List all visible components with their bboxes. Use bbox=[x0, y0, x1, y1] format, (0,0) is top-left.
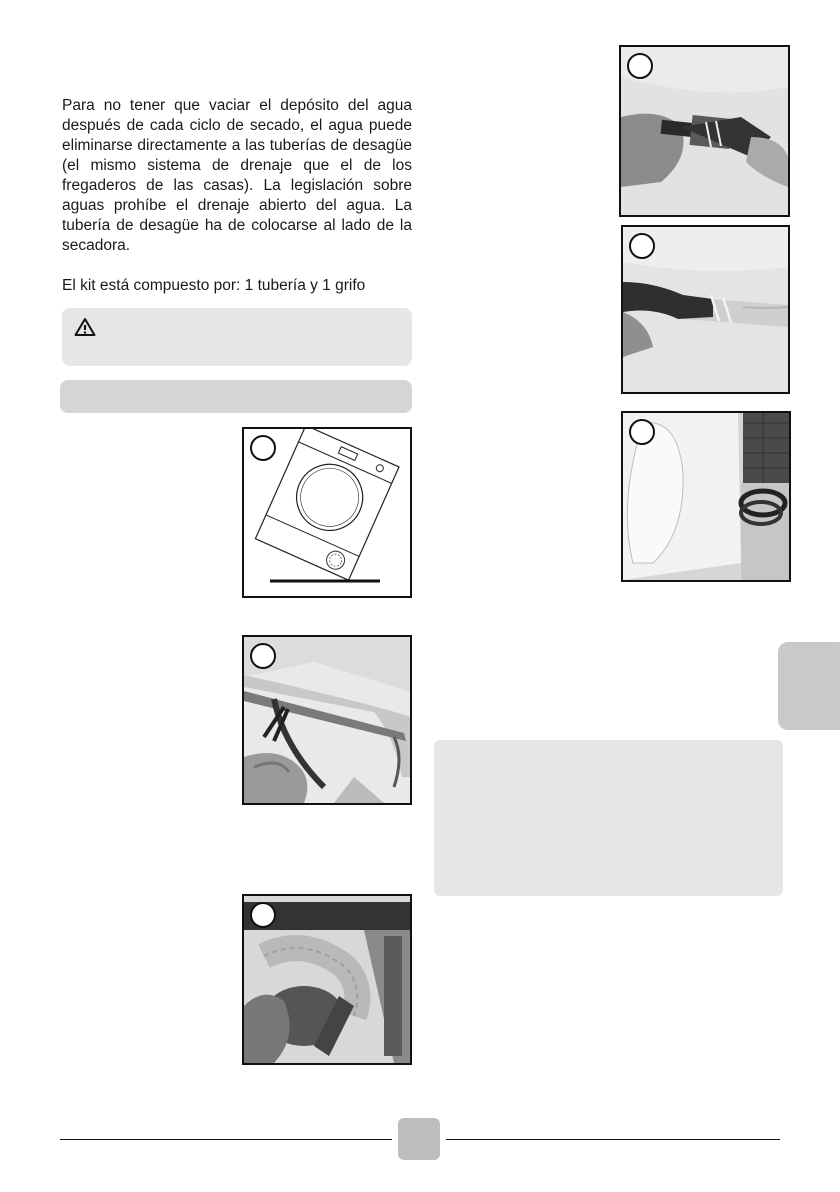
step-badge bbox=[250, 643, 276, 669]
hose-fitting-photo bbox=[242, 894, 412, 1065]
dryer-side-hose-photo bbox=[621, 411, 791, 582]
page-number-badge bbox=[398, 1118, 440, 1160]
step-badge bbox=[629, 419, 655, 445]
intro-paragraph: Para no tener que vaciar el depósito del agua después de cada ciclo de secado, el agua puede eliminarse directamente a las tuberías de desagüe (el mismo sistema de drenaje que el de los fregaderos de las casas). La legislación sobre aguas prohíbe el drenaje abierto del agua. La tubería de desagüe ha de colocarse al lado de la secadora. bbox=[62, 97, 412, 254]
chapter-side-tab bbox=[778, 642, 840, 730]
pliers-hose-clamp-photo bbox=[619, 45, 790, 217]
pliers-back-panel-photo bbox=[242, 635, 412, 805]
step-badge bbox=[629, 233, 655, 259]
step-badge bbox=[627, 53, 653, 79]
note-panel bbox=[434, 740, 783, 896]
step-badge bbox=[250, 902, 276, 928]
section-header-bar bbox=[60, 380, 412, 413]
warning-panel bbox=[62, 308, 412, 366]
warning-triangle-icon bbox=[74, 317, 96, 337]
pliers-hose-photo bbox=[621, 225, 790, 394]
step-badge bbox=[250, 435, 276, 461]
footer-rule-left bbox=[60, 1139, 392, 1140]
footer-rule-right bbox=[446, 1139, 780, 1140]
dryer-illustration bbox=[242, 427, 412, 598]
kit-contents: El kit está compuesto por: 1 tubería y 1 grifo bbox=[62, 277, 366, 294]
